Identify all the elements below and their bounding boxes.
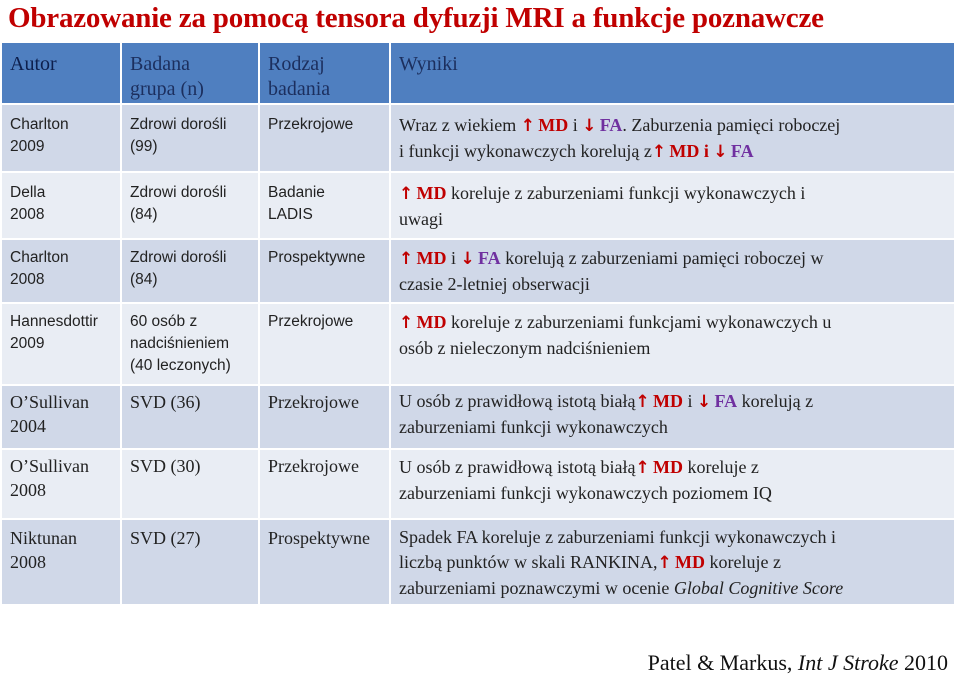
type-cell: Przekrojowe	[260, 386, 391, 450]
header-author: Autor	[2, 43, 122, 105]
arrow-down-icon: ↓	[460, 249, 475, 269]
table-row	[2, 105, 956, 173]
header-row	[2, 43, 956, 105]
arrow-up-icon: ↑	[635, 392, 650, 412]
group-cell: SVD (36)	[122, 386, 260, 450]
author-cell: Niktunan 2008	[2, 520, 122, 606]
author-cell: O’Sullivan 2004	[2, 386, 122, 450]
arrow-up-icon: ↑	[651, 142, 667, 162]
arrow-up-icon: ↑	[657, 553, 672, 573]
table-row	[2, 450, 956, 520]
type-cell: Przekrojowe	[260, 304, 391, 386]
type-cell: Badanie LADIS	[260, 173, 391, 240]
group-cell: SVD (30)	[122, 450, 260, 520]
table-row	[2, 520, 956, 606]
type-cell: Przekrojowe	[260, 450, 391, 520]
results-cell: ↑ MD i ↓ FA korelują z zaburzeniami pamięci roboczej w czasie 2-letniej obserwacji	[391, 240, 956, 304]
header-type: Rodzaj badania	[260, 43, 391, 105]
results-cell: ↑ MD koreluje z zaburzeniami funkcjami wykonawczych u osób z nieleczonym nadciśnieniem	[391, 304, 956, 386]
author-cell: Della 2008	[2, 173, 122, 240]
group-cell: Zdrowi dorośli (99)	[122, 105, 260, 173]
citation: Patel & Markus, Int J Stroke 2010	[647, 650, 948, 675]
type-cell: Prospektywne	[260, 240, 391, 304]
arrow-up-icon: ↑	[399, 184, 414, 204]
header-group: Badana grupa (n)	[122, 43, 260, 105]
results-cell: Spadek FA koreluje z zaburzeniami funkcji wykonawczych i liczbą punktów w skali RANKINA,↑ MD koreluje z zaburzeniami poznawczymi w ocenie Global Cognitive Score	[391, 520, 956, 606]
group-cell: SVD (27)	[122, 520, 260, 606]
study-table	[2, 43, 956, 606]
group-cell: Zdrowi dorośli (84)	[122, 173, 260, 240]
type-cell: Prospektywne	[260, 520, 391, 606]
arrow-up-icon: ↑	[635, 458, 650, 478]
results-cell: U osób z prawidłową istotą białą↑ MD koreluje z zaburzeniami funkcji wykonawczych poziomem IQ	[391, 450, 956, 520]
group-cell: Zdrowi dorośli (84)	[122, 240, 260, 304]
header-results: Wyniki	[391, 43, 956, 105]
results-cell: ↑ MD koreluje z zaburzeniami funkcji wykonawczych i uwagi	[391, 173, 956, 240]
table-row	[2, 240, 956, 304]
arrow-up-icon: ↑	[399, 313, 414, 333]
results-cell: U osób z prawidłową istotą białą↑ MD i ↓ FA korelują z zaburzeniami funkcji wykonawczych	[391, 386, 956, 450]
author-cell: Hannesdottir 2009	[2, 304, 122, 386]
arrow-down-icon: ↓	[582, 116, 597, 136]
arrow-up-icon: ↑	[520, 116, 535, 136]
table-row	[2, 386, 956, 450]
arrow-down-icon: ↓	[696, 392, 712, 412]
table-row	[2, 304, 956, 386]
results-cell: Wraz z wiekiem ↑ MD i ↓ FA. Zaburzenia pamięci roboczej i funkcji wykonawczych korelują z↑ MD i ↓ FA	[391, 105, 956, 173]
author-cell: Charlton 2009	[2, 105, 122, 173]
table-row	[2, 173, 956, 240]
slide-title: Obrazowanie za pomocą tensora dyfuzji MRI a funkcje poznawcze	[8, 2, 824, 34]
type-cell: Przekrojowe	[260, 105, 391, 173]
group-cell: 60 osób z nadciśnieniem (40 leczonych)	[122, 304, 260, 386]
author-cell: O’Sullivan 2008	[2, 450, 122, 520]
arrow-up-icon: ↑	[399, 249, 414, 269]
author-cell: Charlton 2008	[2, 240, 122, 304]
arrow-down-icon: ↓	[713, 142, 728, 162]
